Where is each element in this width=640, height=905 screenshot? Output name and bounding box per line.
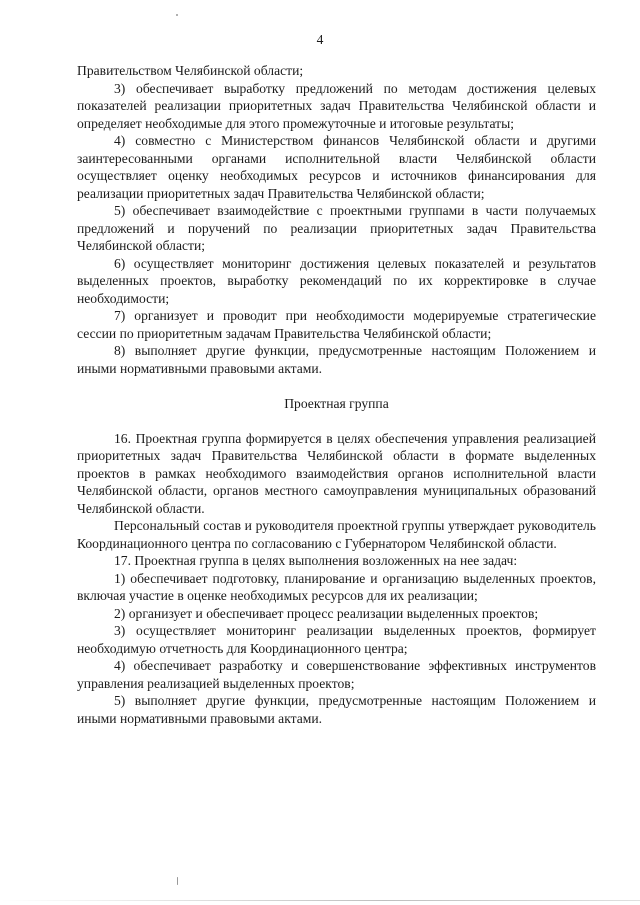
- list-item-4: 4) совместно с Министерством финансов Челябинской области и другими заинтересованными органами исполнительной власти Челябинской области осуществляет оценку необходимых ресурсов и источников финансирования для реализации приоритетных задач Правительства Челябинской области;: [77, 133, 596, 201]
- section-heading: Проектная группа: [284, 396, 389, 411]
- list-item-7: 7) организует и проводит при необходимости модерируемые стратегические сессии по приоритетным задачам Правительства Челябинской области;: [77, 308, 596, 341]
- list-item-5: 5) обеспечивает взаимодействие с проектными группами в части получаемых предложений и поручений по реализации приоритетных задач Правительства Челябинской области;: [77, 203, 596, 253]
- clause-17: 17. Проектная группа в целях выполнения возложенных на нее задач:: [114, 553, 518, 568]
- clause-17-item-2: 2) организует и обеспечивает процесс реализации выделенных проектов;: [114, 605, 539, 621]
- list-item-6: 6) осуществляет мониторинг достижения целевых показателей и результатов выделенных проектов, выработку рекомендаций по их корректировке в случае необходимости;: [77, 255, 596, 306]
- scan-speck: [177, 877, 178, 885]
- scan-speck: [176, 14, 178, 16]
- clause-17-item-3: 3) осуществляет мониторинг реализации выделенных проектов, формирует необходимую отчетность для Координационного центра;: [77, 623, 596, 656]
- list-item-8: 8) выполняет другие функции, предусмотренные настоящим Положением и иными нормативными правовыми актами.: [77, 343, 596, 376]
- clause-17-item-5: 5) выполняет другие функции, предусмотренные настоящим Положением и иными нормативными правовыми актами.: [77, 693, 596, 726]
- paragraph-continuation: Правительством Челябинской области;: [77, 63, 304, 78]
- scan-bottom-edge: [0, 900, 640, 901]
- list-item-3: 3) обеспечивает выработку предложений по методам достижения целевых показателей реализации приоритетных задач Правительства Челябинской области и определяет необходимые для этого промежуточные и итоговые результаты;: [77, 80, 596, 131]
- clause-17-item-4: 4) обеспечивает разработку и совершенствование эффективных инструментов управления реализацией выделенных проектов;: [77, 658, 596, 691]
- document-body: [77, 62, 596, 727]
- clause-16-composition: Персональный состав и руководителя проектной группы утверждает руководитель Координационного центра по согласованию с Губернатором Челябинской области.: [77, 518, 596, 551]
- clause-16: 16. Проектная группа формируется в целях обеспечения управления реализацией приоритетных задач Правительства Челябинской области в формате выделенных проектов в рамках необходимого взаимодействия органов исполнительной власти Челябинской области, органов местного самоуправления муниципальных образований Челябинской области.: [77, 430, 596, 516]
- page-number: 4: [316, 32, 324, 47]
- clause-17-item-1: 1) обеспечивает подготовку, планирование и организацию выделенных проектов, включая участие в оценке необходимых ресурсов для их реализации;: [77, 570, 596, 603]
